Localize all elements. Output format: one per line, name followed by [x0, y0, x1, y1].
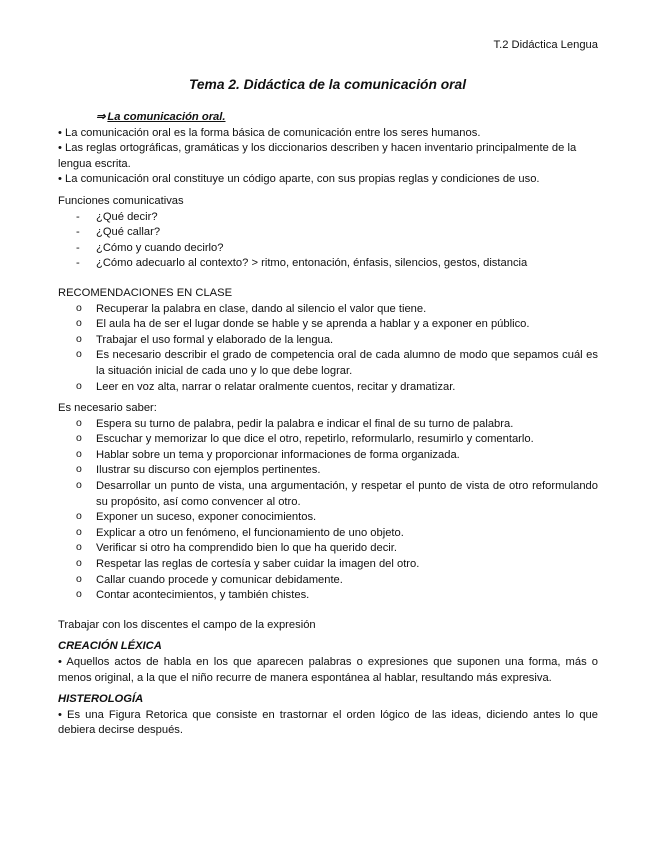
list-item: o Es necesario describir el grado de competencia oral de cada alumno de modo que sepamos cuál es la situación inicial de cada uno y lo que debe lograr.	[58, 348, 598, 379]
list-item: - ¿Qué decir?	[58, 210, 598, 226]
list-item: o Leer en voz alta, narrar o relatar oralmente cuentos, recitar y dramatizar.	[58, 380, 598, 396]
list-item: - ¿Cómo y cuando decirlo?	[58, 241, 598, 257]
list-item: o Ilustrar su discurso con ejemplos pertinentes.	[58, 463, 598, 479]
saber-list	[58, 417, 598, 604]
list-item: o Recuperar la palabra en clase, dando al silencio el valor que tiene.	[58, 302, 598, 318]
list-item: - ¿Qué callar?	[58, 225, 598, 241]
histerologia-heading: HISTEROLOGÍA	[58, 693, 144, 706]
list-item: o Espera su turno de palabra, pedir la palabra e indicar el final de su turno de palabra.	[58, 417, 598, 433]
paragraph: • La comunicación oral constituye un código aparte, con sus propias reglas y condiciones de uso.	[58, 173, 540, 186]
recomendaciones-list	[58, 302, 598, 396]
list-item: o Contar acontecimientos, y también chistes.	[58, 588, 598, 604]
list-item: o Hablar sobre un tema y proporcionar informaciones de forma organizada.	[58, 448, 598, 464]
list-item: o Explicar a otro un fenómeno, el funcionamiento de uno objeto.	[58, 526, 598, 542]
trabajar-line: Trabajar con los discentes el campo de la expresión	[58, 618, 316, 631]
arrow-icon: ⇒	[96, 111, 106, 123]
header-course: T.2 Didáctica Lengua	[493, 39, 598, 51]
section-heading-text: La comunicación oral.	[107, 111, 226, 123]
document-body	[58, 110, 598, 739]
list-item: o Callar cuando procede y comunicar debidamente.	[58, 573, 598, 589]
list-item: o Trabajar el uso formal y elaborado de la lengua.	[58, 333, 598, 349]
page-title: Tema 2. Didáctica de la comunicación oral	[188, 77, 467, 92]
list-item: - ¿Cómo adecuarlo al contexto? > ritmo, entonación, énfasis, silencios, gestos, distancia	[58, 256, 598, 272]
list-item: o Exponer un suceso, exponer conocimientos.	[58, 510, 598, 526]
funciones-heading: Funciones comunicativas	[58, 194, 184, 207]
saber-heading: Es necesario saber:	[58, 402, 157, 415]
paragraph: • Las reglas ortográficas, gramáticas y los diccionarios describen y hacen inventario principalmente de la lengua escrita.	[58, 142, 577, 170]
section-heading	[96, 110, 598, 126]
histerologia-text: • Es una Figura Retorica que consiste en trastornar el orden lógico de las ideas, diciendo antes lo que debiera decirse después.	[58, 708, 598, 737]
list-item: o Escuchar y memorizar lo que dice el otro, repetirlo, reformularlo, resumirlo y comentarlo.	[58, 432, 598, 448]
list-item: o Verificar si otro ha comprendido bien lo que ha querido decir.	[58, 541, 598, 557]
funciones-list	[58, 210, 598, 272]
paragraph: • La comunicación oral es la forma básica de comunicación entre los seres humanos.	[58, 126, 481, 139]
creacion-text: • Aquellos actos de habla en los que aparecen palabras o expresiones que suponen una forma, más o menos original, a la que el niño recurre de manera espontánea al hablar, resultando más expresiva.	[58, 656, 598, 684]
list-item: o El aula ha de ser el lugar donde se hable y se aprenda a hablar y a exponer en público.	[58, 317, 598, 333]
creacion-heading: CREACIÓN LÉXICA	[58, 640, 162, 653]
list-item: o Desarrollar un punto de vista, una argumentación, y respetar el punto de vista de otro reformulando su propósito, así como convencer al otro.	[58, 479, 598, 510]
list-item: o Respetar las reglas de cortesía y saber cuidar la imagen del otro.	[58, 557, 598, 573]
recomendaciones-heading: RECOMENDACIONES EN CLASE	[58, 286, 233, 299]
